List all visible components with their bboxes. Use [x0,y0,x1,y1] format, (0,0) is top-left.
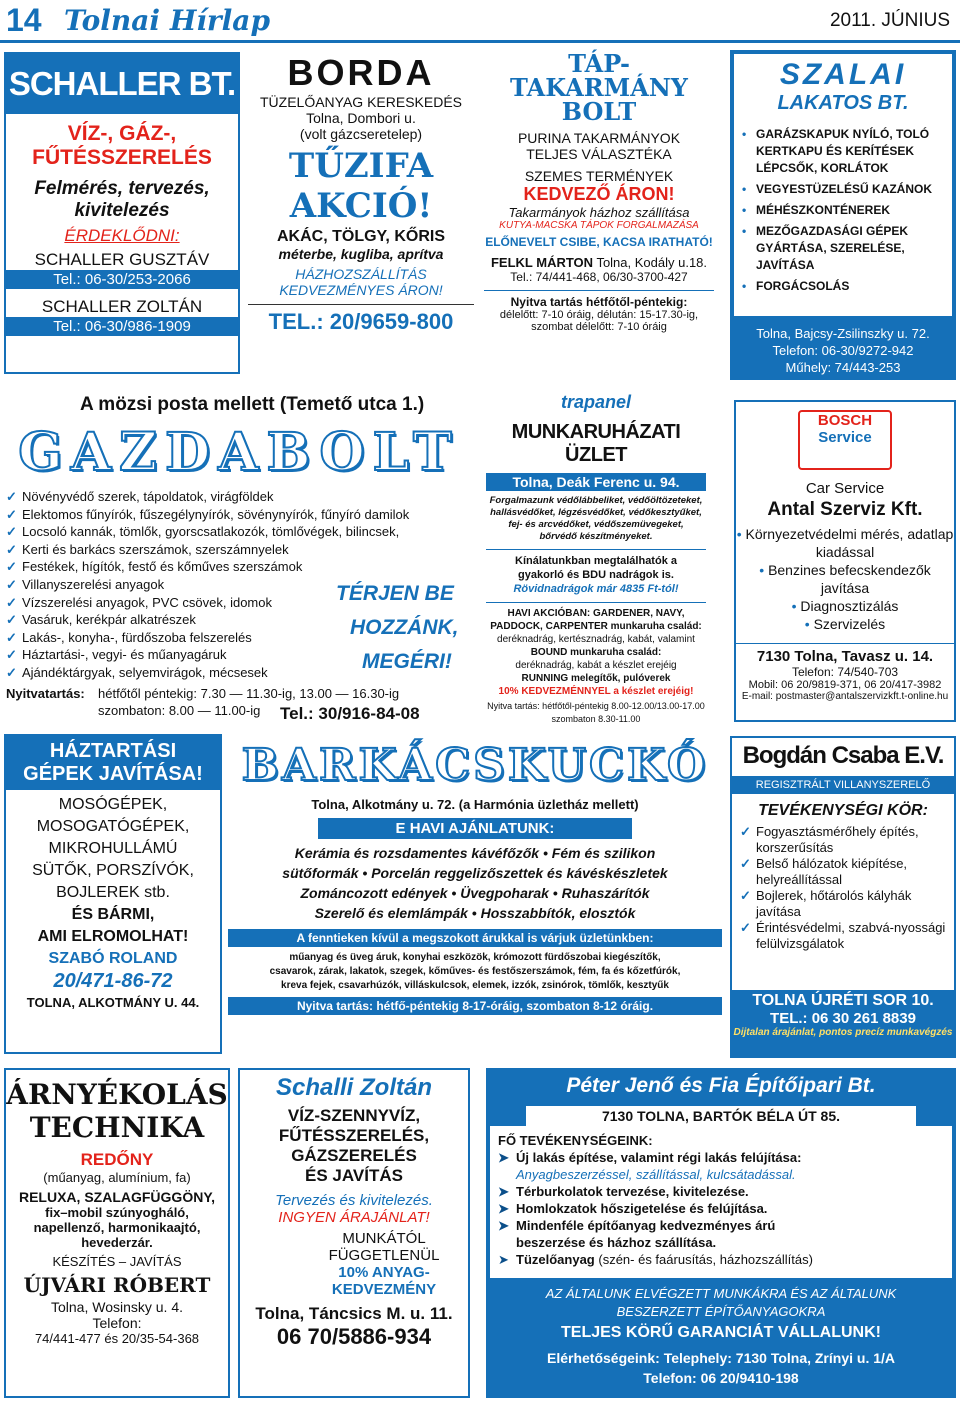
schalli-line5: Tervezés és kivitelezés. [275,1192,433,1209]
schalli-line9: 10% ANYAG- [338,1264,430,1281]
haztart-line4: MOSOGATÓGÉPEK, [36,818,190,835]
haztart-line9: AMI ELROMOLHAT! [37,928,189,945]
barkacs-extra: műanyag és üveg áruk, konyhai eszközök, krómozott fürdőszobai kiegészítők, [289,952,661,963]
schalli-line11: Tolna, Táncsics M. u. 11. [255,1304,453,1323]
schalli-line7: MUNKÁTÓL [342,1230,426,1247]
bogdan-title: Bogdán Csaba E.V. [742,742,944,769]
tap-line12: szombat délelőtt: 7-10 óráig [531,321,667,333]
haztart-line7: BOJLEREK stb. [56,884,170,901]
ad-arnyekolas [4,1068,230,1398]
bosch-logo-text2: Service [818,429,872,446]
gazda-top: A mözsi posta mellett (Temető utca 1.) [80,394,425,415]
bullet-icon: • [804,616,814,632]
peter-foot2: BESZERZETT ÉPÍTŐANYAGOKRA [616,1304,826,1319]
bogdan-item: ✓ Belső hálózatok kiépítése, helyreállítással [740,856,946,888]
munka-line11: BOUND munkaruha család: [530,647,662,658]
bosch-item-text: Benzines befecskendezők javítása [768,562,931,596]
barkacs-addr: Tolna, Alkotmány u. 72. (a Harmónia üzletház mellett) [311,797,639,812]
peter-act5: Tüzelőanyag [516,1252,595,1267]
arnyek-line1: REDŐNY [80,1150,154,1169]
ad-schalli [238,1068,470,1398]
schaller-line4: kivitelezés [74,200,170,221]
borda-line8: HÁZHOZSZÁLLÍTÁS [295,266,427,282]
gazda-item: ✓ Elektomos fűnyírók, fűszegélynyírók, sövénynyírók, fűnyíró damilok [6,506,474,524]
tap-line6: KUTYA-MACSKA TÁPOK FORGALMAZÁSA [499,220,699,231]
munka-block2 [486,549,706,596]
gazda-item: ✓ Vasáruk, kerékpár alkatrészek [6,611,474,629]
bosch-item [736,561,954,597]
arnyek-title1: ÁRNYÉKOLÁS [6,1078,228,1111]
munka-line9: PADDOCK, CARPENTER munkaruha család: [490,621,702,632]
schaller-line3: Felmérés, tervezés, [34,178,210,199]
gazda-tel: Tel.: 30/916-84-08 [280,704,420,723]
haztart-line5: MIKROHULLÁMÚ [48,840,178,857]
gazda-cta2: HOZZÁNK, [350,616,459,639]
page-header [0,0,960,42]
bullet-icon: • [791,598,801,614]
munka-line14: 10% KEDVEZMÉNNYEL a készlet erejéig! [498,686,694,697]
tap-line11: délelőtt: 7-10 óráig, délután: 15-17.30-ig, [499,309,699,321]
peter-act5-wrap [498,1251,944,1268]
haztart-body [6,794,220,1014]
szalai-footer2: Telefon: 06-30/9272-942 [772,343,914,358]
szalai-item: • MÉHÉSZKONTÉNEREK [742,202,950,219]
borda-line1: TÜZELŐANYAG KERESKEDÉS [259,94,462,110]
peter-act1: ➤ Új lakás építése, valamint régi lakás felújítása: [498,1149,944,1166]
bosch-tel: Telefon: 74/540-703 [791,665,899,679]
munka-title: MUNKARUHÁZATI ÜZLET [511,421,681,466]
szalai-item: JAVÍTÁSA [756,258,815,272]
borda-line4: TŰZIFA [288,146,434,186]
bosch-item-text: Szervizelés [813,616,886,632]
gazda-item: ✓ Háztartási-, vegyi- és műanyagáruk [6,646,474,664]
bosch-item-text: Környezetvédelmi mérés, adatlap kiadással [745,526,954,560]
bogdan-addr: TOLNA ÚJRÉTI SOR 10. [752,992,934,1009]
gazda-open-label: Nyitvatartás: [6,686,85,701]
munka-block1 [486,495,706,543]
schaller-title: SCHALLER BT. [6,54,238,114]
arnyek-title2: TECHNIKA [29,1111,205,1144]
munka-line16: szombaton 8.30-11.00 [551,714,641,724]
haztart-line11: 20/471-86-72 [53,970,173,992]
ad-haztartasi [4,734,222,1054]
ad-bogdan [730,736,956,1058]
arnyek-line8: ÚJVÁRI RÓBERT [23,1273,211,1297]
barkacs-banner2: A fenntieken kívül a megszokott árukkal is várjuk üzletünkben: [228,929,722,947]
bosch-list [736,525,954,633]
bogdan-item: ✓ Fogyasztásmérőhely építés, korszerűsítás [740,824,946,856]
borda-line10: TEL.: 20/9659-800 [248,304,474,335]
tap-title2: TAKARMÁNY [510,73,688,102]
borda-line3: (volt gázcseretelep) [299,126,423,142]
haztart-line6: SÜTŐK, PORSZÍVÓK, [32,862,194,879]
gazda-item: ✓ Festékek, hígítók, festő és kőműves szerszámok [6,558,474,576]
ad-szalai [730,50,956,380]
arnyek-line5: napellenző, harmonikaajtó, [33,1220,201,1235]
szalai-item: KERTKAPU ÉS KERÍTÉSEK [756,144,915,158]
szalai-item: • GARÁZSKAPUK NYÍLÓ, TOLÓ [742,126,950,143]
haztart-line12: TOLNA, ALKOTMÁNY U. 44. [26,995,200,1010]
tap-line2: TELJES VÁLASZTÉKA [526,146,672,162]
barkacs-extras [228,951,722,993]
haztart-head [6,736,220,790]
szalai-list [742,126,950,295]
barkacs-banner: E HAVI AJÁNLATUNK: [318,818,632,839]
schaller-line6: SCHALLER GUSZTÁV [34,250,210,269]
schalli-line8: FÜGGETLENÜL [328,1247,440,1264]
tap-line4: KEDVEZŐ ÁRON! [523,184,675,204]
masthead: Tolnai Hírlap [64,4,271,37]
arnyek-line11: 74/441-477 és 20/35-54-368 [34,1331,200,1346]
szalai-item: GYÁRTÁSA, SZERELÉSE, [756,241,905,255]
tap-line1: PURINA TAKARMÁNYOK [517,130,681,146]
arnyek-line7: KÉSZÍTÉS – JAVÍTÁS [52,1254,182,1269]
borda-line6: AKÁC, TÖLGY, KŐRIS [276,228,445,245]
gazda-item: ✓ Lakás-, konyha-, fürdőszoba felszerelés [6,629,474,647]
gazda-item: ✓ Villanyszerelési anyagok [6,576,474,594]
tap-title3: BOLT [561,97,637,126]
gazda-item: ✓ Kerti és barkács szerszámok, szerszámnyelek [6,541,474,559]
schaller-line2: FŰTÉSSZERELÉS [32,146,212,169]
bogdan-footer [732,990,954,1056]
arnyek-line9: Tolna, Wosinsky u. 4. [50,1299,184,1315]
borda-line5: AKCIÓ! [289,186,433,226]
szalai-item: • MEZŐGAZDASÁGI GÉPEK [742,223,950,240]
munka-logo: trapanel [560,392,632,412]
bogdan-item: ✓ Érintésvédelmi, szabvá-nyossági felülvizsgálatok [740,920,946,952]
gazda-open2: szombaton: 8.00 — 11.00-ig [98,703,261,718]
borda-line2: Tolna, Dombori u. [306,110,416,126]
bullet-icon: • [736,526,746,542]
bosch-addr: 7130 Tolna, Tavasz u. 14. [736,643,954,665]
schalli-title: Schalli Zoltán [275,1074,433,1101]
munka-line13: RUNNING melegítők, pulóverek [521,673,671,684]
schalli-line1: VÍZ-SZENNYVÍZ, [287,1106,421,1125]
haztart-line8: ÉS BÁRMI, [71,906,155,923]
schaller-line9: Tel.: 06-30/986-1909 [6,317,238,336]
bosch-mail: E-mail: postmaster@antalszervizkft.t-online.hu [741,691,949,702]
borda-line9: KEDVEZMÉNYES ÁRON! [279,282,443,298]
bogdan-subtitle: REGISZTRÁLT VILLANYSZERELŐ [732,776,954,794]
bogdan-list [732,820,954,952]
schalli-line10: KEDVEZMÉNY [331,1281,437,1298]
peter-foot4: Elérhetőségeink: Telephely: 7130 Tolna, Zrínyi u. 1/A [546,1350,896,1366]
gazda-item: ✓ Növényvédő szerek, tápoldatok, virágföldek [6,488,474,506]
arnyek-line6: hevederzár. [81,1235,153,1250]
header-rule [0,40,960,43]
munka-line6: gyakorló és BDU nadrágok is. [518,569,674,581]
ad-gazdabolt [4,392,474,730]
peter-body [490,1126,952,1278]
haztart-line1: HÁZTARTÁSI [49,740,177,762]
barkacs-extra: kreva fejek, csavarhúzók, villáskulcsok, elemek, izzók, zsinórok, tömlők, kesztyűk [281,980,669,991]
ad-bosch [734,400,956,722]
ad-schaller [4,52,240,374]
arnyek-line10: Telefon: [92,1315,142,1331]
peter-addr: 7130 TOLNA, BARTÓK BÉLA ÚT 85. [526,1106,916,1126]
schalli-line4: ÉS JAVÍTÁS [305,1166,403,1185]
peter-foot5: Telefon: 06 20/9410-198 [643,1370,799,1386]
haztart-line2: GÉPEK JAVÍTÁSA! [23,763,203,785]
munka-line4: bőrvédő készítményeket. [539,531,653,542]
munka-line12: deréknadrág, kabát a készlet erejéig [515,660,677,671]
bosch-line1: Car Service [805,480,885,497]
tap-line8b: Tolna, Kodály u.18. [593,255,708,270]
tap-line7: ELŐNEVELT CSIBE, KACSA IRATHATÓ! [485,235,713,249]
bullet-icon: • [759,562,769,578]
tap-title1: TÁP- [568,49,630,78]
munka-line7: Rövidnadrágok már 4835 Ft-tól! [513,583,679,595]
barkacs-extra: csavarok, zárak, lakatok, szegek, kőműves- és festőszerszámok, fém, fa és kőzetfúrók, [269,966,681,977]
peter-act4: ➤ Mindenféle építőanyag kedvezményes árú [498,1217,944,1234]
schalli-line3: GÁZSZERELÉS [291,1146,417,1165]
barkacs-offer: Zománcozott edények • Üvegpoharak • Ruhaszárítók [300,885,650,901]
bosch-mob: Mobil: 06 20/9819-371, 06 20/417-3982 [748,679,942,691]
munka-line5: Kínálatunkban megtalálhatók a [515,555,677,567]
bosch-logo [798,410,892,470]
haztart-line3: MOSÓGÉPEK, [58,796,168,813]
gazda-cta3: MEGÉRI! [362,650,452,673]
barkacs-offers [228,843,722,923]
munka-line15: Nyitva tartás: hétfőtől-péntekig 8.00-12.00/13.00-17.00 [487,701,705,711]
peter-foot3: TELJES KÖRŰ GARANCIÁT VÁLLALUNK! [561,1324,881,1341]
issue-date: 2011. JÚNIUS [829,10,950,31]
borda-title: BORDA [287,52,435,93]
page-number: 14 [6,2,42,38]
munka-addr: Tolna, Deák Ferenc u. 94. [486,473,706,491]
barkacs-title: BARKÁCSKUCKÓ [241,740,709,791]
peter-act3: ➤ Homlokzatok hőszigetelése és felújítása. [498,1200,944,1217]
szalai-item: LÉPCSŐK, KORLÁTOK [756,161,889,175]
bosch-logo-text1: BOSCH [817,412,873,429]
schaller-line5: ÉRDEKLŐDNI: [64,226,180,245]
tap-line8-wrap [484,255,714,270]
gazda-item: ✓ Locsoló kannák, tömlők, gyorscsatlakozók, tömlővégek, bilincsek, [6,523,474,541]
tap-line5: Takarmányok házhoz szállítása [508,205,690,220]
peter-act4b: beszerzése és házhoz szállítása. [516,1235,717,1250]
gazda-open1: hétfőtől péntekig: 7.30 — 11.30-ig, 13.00 — 16.30-ig [98,686,400,701]
munka-line8: HAVI AKCIÓBAN: GARDENER, NAVY, [507,608,685,619]
schalli-line2: FŰTÉSSZERELÉS, [278,1126,430,1145]
szalai-footer3: Műhely: 74/443-253 [785,360,901,375]
munka-line1: Forgalmazunk védőlábbeliket, védőöltözeteket, [489,495,703,506]
ad-barkacskucko [228,738,722,1062]
peter-foot1: AZ ÁLTALUNK ELVÉGZETT MUNKÁKRA ÉS AZ ÁLTALUNK [545,1286,897,1301]
schalli-line12: 06 70/5886-934 [276,1324,432,1349]
haztart-line10: SZABÓ ROLAND [48,950,178,967]
barkacs-hours: Nyitva tartás: hétfő-péntekig 8-17-óráig, szombaton 8-12 óráig. [228,997,722,1015]
munka-line10: deréknadrág, kertésznadrág, kabát, valamint [497,634,695,645]
munka-block3 [486,602,706,726]
barkacs-offer: Kerámia és rozsdamentes kávéfőzők • Fém és szilikon [294,845,656,861]
bosch-item [736,525,954,561]
szalai-item: • FORGÁCSOLÁS [742,278,950,295]
bosch-item [736,597,954,615]
gazda-title: GAZDABOLT [18,422,460,483]
bogdan-tel: TEL.: 06 30 261 8839 [770,1010,916,1027]
tap-line10: Nyitva tartás hétfőtől-péntekig: [484,290,714,309]
arnyek-line2: (műanyag, alumínium, fa) [43,1170,191,1185]
gazda-item: ✓ Vízszerelési anyagok, PVC csövek, idomok [6,594,474,612]
bogdan-activity-head: TEVÉKENYSÉGI KÖR: [758,802,928,819]
tap-line9: Tel.: 74/441-468, 06/30-3700-427 [510,270,688,284]
szalai-footer1: Tolna, Bajcsy-Zsilinszky u. 72. [756,326,930,341]
gazda-item: ✓ Ajándéktárgyak, selyemvirágok, mécsesek [6,664,474,682]
szalai-title1: SZALAI [779,58,907,91]
borda-line7: méterbe, kugliba, aprítva [278,246,444,262]
peter-act2: ➤ Térburkolatok tervezése, kivitelezése. [498,1183,944,1200]
tap-line3: SZEMES TERMÉNYEK [524,168,674,184]
schaller-line8: SCHALLER ZOLTÁN [41,297,203,316]
schalli-line6: INGYEN ÁRAJÁNLAT! [278,1209,430,1226]
bosch-item-text: Diagnosztizálás [800,598,899,614]
peter-act1b: Anyagbeszerzéssel, szállítással, kulcsátadással. [516,1167,796,1182]
munka-line3: fej- és arcvédőket, védőszemüvegeket, [508,519,684,530]
bogdan-slogan: Dijtalan árajánlat, pontos precíz munkavégzés [733,1027,953,1038]
szalai-title2: LAKATOS BT. [777,92,909,114]
peter-heading: FŐ TEVÉKENYSÉGEINK: [498,1133,653,1148]
schaller-line7: Tel.: 06-30/253-2066 [6,270,238,289]
peter-title: Péter Jenő és Fia Építőipari Bt. [566,1074,876,1097]
arnyek-line4: fix–mobil szúnyogháló, [45,1205,189,1220]
barkacs-offer: sütőformák • Porcelán reggelizőszettek és kávéskészletek [282,865,668,881]
tap-line8: FELKL MÁRTON [490,255,594,270]
bosch-item [736,615,954,633]
ad-munkaruha [486,392,706,722]
bogdan-item: ✓ Bojlerek, hőtárolós kályhák javítása [740,888,946,920]
ad-borda [248,52,474,374]
schaller-line1: VÍZ-, GÁZ-, [67,122,177,145]
barkacs-offer: Szerelő és elemlámpák • Hosszabbítók, elosztók [314,905,636,921]
ad-peter [486,1068,956,1398]
bosch-line2: Antal Szerviz Kft. [767,499,923,520]
ad-tap-takarmany [484,49,714,374]
munka-line2: hallásvédőket, légzésvédőket, védőkesztyűket, [490,507,702,518]
peter-act5b: (szén- és faárusítás, házhozszállítás) [594,1252,813,1267]
gazda-cta1: TÉRJEN BE [336,582,454,605]
szalai-item: • VEGYESTÜZELÉSŰ KAZÁNOK [742,181,950,198]
arnyek-line3: RELUXA, SZALAGFÜGGÖNY, [18,1189,215,1205]
